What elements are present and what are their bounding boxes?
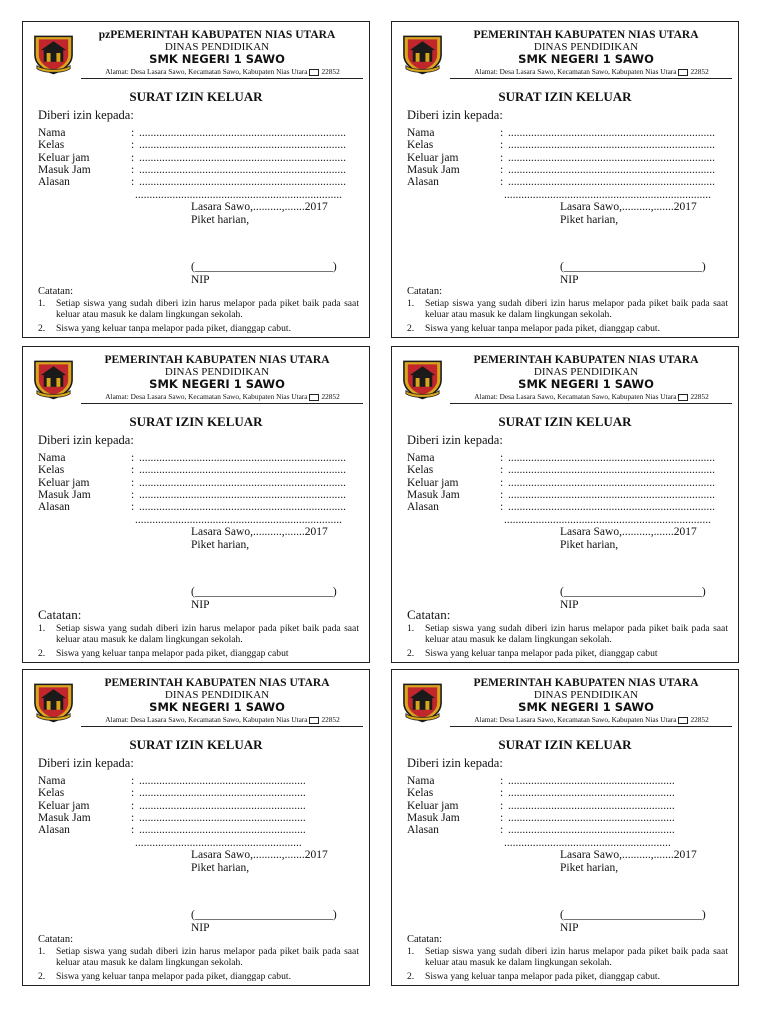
note-text: Setiap siswa yang sudah diberi izin harus melapor pada piket baik pada saat keluar atau masuk ke dalam lingkungan sekolah.: [56, 298, 359, 320]
mail-icon: [309, 69, 319, 76]
field-colon: :: [131, 127, 135, 139]
school-logo-icon: [32, 679, 75, 723]
mail-icon: [678, 717, 688, 724]
field-row: [38, 152, 346, 165]
field-colon: :: [500, 127, 504, 139]
letterhead: [23, 670, 369, 725]
note-number: 1.: [407, 623, 415, 634]
reason-continuation-line: ........................................................................: [504, 188, 711, 201]
place-date: Lasara Sawo,..........,.......2017: [191, 526, 328, 538]
field-label: Nama: [38, 452, 66, 464]
note-text: Siswa yang keluar tanpa melapor pada piket, dianggap cabut.: [56, 971, 291, 982]
letterhead-rule: [450, 726, 732, 727]
field-colon: :: [131, 775, 135, 787]
field-row: [407, 164, 715, 177]
field-colon: :: [131, 464, 135, 477]
place-date: Lasara Sawo,..........,.......2017: [560, 526, 697, 538]
postal-code: 22852: [321, 392, 340, 401]
form-title: SURAT IZIN KELUAR: [498, 414, 632, 429]
letterhead-rule: [81, 726, 363, 727]
field-label: Masuk Jam: [38, 488, 91, 501]
field-dots: ........................................................................: [139, 501, 346, 514]
field-colon: :: [500, 452, 504, 464]
school-logo-icon: [401, 679, 444, 723]
note-text: Siswa yang keluar tanpa melapor pada piket, dianggap cabut: [56, 648, 289, 659]
catatan-label: Catatan:: [38, 934, 73, 945]
nip-label: NIP: [560, 274, 579, 286]
field-dots: ..........................................................: [508, 799, 675, 812]
field-label: Kelas: [407, 464, 434, 477]
field-dots: ..........................................................: [139, 824, 306, 837]
field-colon: :: [131, 476, 135, 489]
catatan-label: Catatan:: [407, 607, 451, 622]
field-label: Keluar jam: [38, 476, 90, 489]
field-dots: ........................................................................: [508, 127, 715, 139]
postal-code: 22852: [690, 392, 709, 401]
field-colon: :: [131, 488, 135, 501]
field-dots: ........................................................................: [139, 488, 346, 501]
field-label: Keluar jam: [407, 799, 459, 812]
note-item: [38, 946, 359, 968]
field-row: [38, 127, 346, 140]
field-label: Masuk Jam: [407, 488, 460, 501]
field-label: Masuk Jam: [407, 163, 460, 176]
reason-continuation-line: ..........................................................: [504, 836, 671, 849]
field-label: Masuk Jam: [407, 811, 460, 824]
signature-line: (________________________): [560, 261, 706, 273]
letterhead: [392, 670, 738, 725]
postal-code: 22852: [690, 67, 709, 76]
piket-label: Piket harian,: [560, 539, 619, 551]
field-label: Alasan: [407, 176, 439, 189]
note-number: 2.: [38, 323, 46, 334]
field-row: [38, 176, 346, 189]
field-dots: ........................................................................: [508, 452, 715, 464]
field-dots: ........................................................................: [139, 151, 346, 164]
permit-card: [391, 669, 739, 986]
postal-code: 22852: [321, 67, 340, 76]
field-row: [407, 176, 715, 189]
field-colon: :: [500, 476, 504, 489]
field-label: Nama: [407, 127, 435, 139]
field-label: Nama: [407, 775, 435, 787]
note-number: 2.: [38, 648, 46, 659]
note-item: [38, 971, 359, 982]
field-label: Keluar jam: [407, 476, 459, 489]
form-intro: Diberi izin kepada:: [407, 756, 503, 770]
piket-label: Piket harian,: [191, 539, 250, 551]
signature-line: (________________________): [191, 586, 337, 598]
field-label: Keluar jam: [38, 151, 90, 164]
field-dots: ..........................................................: [139, 811, 306, 824]
note-number: 2.: [407, 323, 415, 334]
field-row: [38, 501, 346, 514]
permit-card: [22, 21, 370, 338]
field-row: [38, 824, 306, 837]
school-address: [78, 67, 367, 76]
address-text: Alamat: Desa Lasara Sawo, Kecamatan Sawo, Kabupaten Nias Utara: [105, 67, 308, 76]
department-name: DINAS PENDIDIKAN: [164, 366, 270, 378]
field-row: [38, 139, 346, 152]
school-address: [78, 392, 367, 401]
signature-line: (________________________): [560, 586, 706, 598]
field-row: [407, 824, 675, 837]
field-dots: ........................................................................: [508, 163, 715, 176]
field-dots: ........................................................................: [508, 501, 715, 514]
field-label: Kelas: [407, 139, 434, 152]
mail-icon: [678, 69, 688, 76]
note-number: 1.: [38, 946, 46, 957]
note-item: [407, 648, 728, 659]
field-label: Kelas: [407, 787, 434, 800]
note-item: [38, 648, 359, 659]
note-number: 2.: [38, 971, 46, 982]
field-label: Masuk Jam: [38, 811, 91, 824]
field-dots: ........................................................................: [508, 176, 715, 189]
field-label: Alasan: [38, 824, 70, 837]
field-dots: ........................................................................: [139, 476, 346, 489]
school-logo-icon: [32, 31, 75, 75]
field-row: [38, 452, 346, 465]
field-row: [407, 152, 715, 165]
field-label: Alasan: [38, 176, 70, 189]
note-number: 1.: [38, 298, 46, 309]
field-row: [407, 501, 715, 514]
form-title: SURAT IZIN KELUAR: [129, 737, 263, 752]
field-label: Kelas: [38, 787, 65, 800]
reason-continuation-line: ........................................................................: [135, 188, 342, 201]
note-text: Siswa yang keluar tanpa melapor pada piket, dianggap cabut.: [56, 323, 291, 334]
note-item: [407, 623, 728, 645]
field-row: [38, 464, 346, 477]
school-address: [447, 67, 736, 76]
field-row: [407, 489, 715, 502]
form-title: SURAT IZIN KELUAR: [129, 414, 263, 429]
reason-continuation-line: ..........................................................: [135, 836, 302, 849]
government-title: PEMERINTAH KABUPATEN NIAS UTARA: [473, 677, 699, 689]
field-row: [407, 775, 675, 788]
field-colon: :: [131, 139, 135, 152]
place-date: Lasara Sawo,..........,.......2017: [191, 849, 328, 861]
note-item: [407, 971, 728, 982]
field-dots: ........................................................................: [139, 176, 346, 189]
permit-card: [391, 21, 739, 338]
government-title: PEMERINTAH KABUPATEN NIAS UTARA: [104, 354, 330, 366]
note-number: 1.: [407, 298, 415, 309]
field-colon: :: [500, 501, 504, 514]
field-colon: :: [500, 464, 504, 477]
field-colon: :: [131, 163, 135, 176]
field-label: Keluar jam: [407, 151, 459, 164]
piket-label: Piket harian,: [191, 862, 250, 874]
form-title: SURAT IZIN KELUAR: [498, 737, 632, 752]
school-name: SMK NEGERI 1 SAWO: [149, 52, 285, 66]
field-row: [407, 452, 715, 465]
field-dots: ..........................................................: [139, 799, 306, 812]
letterhead: [392, 347, 738, 402]
note-text: Setiap siswa yang sudah diberi izin harus melapor pada piket baik pada saat keluar atau masuk ke dalam lingkungan sekolah.: [425, 946, 728, 968]
field-label: Kelas: [38, 139, 65, 152]
field-dots: ..........................................................: [139, 775, 306, 787]
field-label: Nama: [38, 127, 66, 139]
field-colon: :: [131, 151, 135, 164]
catatan-label: Catatan:: [407, 286, 442, 297]
field-label: Kelas: [38, 464, 65, 477]
note-item: [38, 623, 359, 645]
field-dots: ........................................................................: [508, 151, 715, 164]
field-label: Alasan: [407, 824, 439, 837]
note-text: Siswa yang keluar tanpa melapor pada piket, dianggap cabut.: [425, 971, 660, 982]
field-colon: :: [500, 176, 504, 189]
letterhead-rule: [81, 78, 363, 79]
field-dots: ..........................................................: [508, 824, 675, 837]
form-title: SURAT IZIN KELUAR: [129, 89, 263, 104]
nip-label: NIP: [191, 922, 210, 934]
form-intro: Diberi izin kepada:: [407, 433, 503, 447]
permit-card: [22, 346, 370, 663]
field-dots: ..........................................................: [139, 787, 306, 800]
field-colon: :: [500, 163, 504, 176]
field-row: [407, 787, 675, 800]
field-colon: :: [131, 787, 135, 800]
field-dots: ........................................................................: [139, 139, 346, 152]
place-date: Lasara Sawo,..........,.......2017: [560, 849, 697, 861]
field-label: Alasan: [407, 501, 439, 514]
field-row: [407, 464, 715, 477]
school-logo-icon: [401, 356, 444, 400]
form-intro: Diberi izin kepada:: [407, 108, 503, 122]
mail-icon: [309, 394, 319, 401]
school-name: SMK NEGERI 1 SAWO: [518, 377, 654, 391]
field-dots: ..........................................................: [508, 811, 675, 824]
field-colon: :: [131, 811, 135, 824]
field-row: [38, 164, 346, 177]
field-dots: ..........................................................: [508, 775, 675, 787]
field-dots: ........................................................................: [508, 464, 715, 477]
field-colon: :: [131, 176, 135, 189]
note-item: [407, 298, 728, 320]
field-row: [407, 800, 675, 813]
letterhead-rule: [450, 78, 732, 79]
address-text: Alamat: Desa Lasara Sawo, Kecamatan Sawo, Kabupaten Nias Utara: [105, 715, 308, 724]
field-row: [407, 127, 715, 140]
note-number: 1.: [407, 946, 415, 957]
school-name: SMK NEGERI 1 SAWO: [149, 700, 285, 714]
field-row: [38, 800, 306, 813]
field-colon: :: [500, 824, 504, 837]
field-colon: :: [500, 139, 504, 152]
place-date: Lasara Sawo,..........,.......2017: [191, 201, 328, 213]
field-dots: ........................................................................: [139, 464, 346, 477]
permit-card: [22, 669, 370, 986]
note-number: 1.: [38, 623, 46, 634]
place-date: Lasara Sawo,..........,.......2017: [560, 201, 697, 213]
form-title: SURAT IZIN KELUAR: [498, 89, 632, 104]
note-item: [38, 298, 359, 320]
field-dots: ..........................................................: [508, 787, 675, 800]
field-label: Alasan: [38, 501, 70, 514]
school-address: [78, 715, 367, 724]
address-text: Alamat: Desa Lasara Sawo, Kecamatan Sawo, Kabupaten Nias Utara: [474, 392, 677, 401]
field-colon: :: [500, 787, 504, 800]
school-logo-icon: [401, 31, 444, 75]
field-row: [38, 812, 306, 825]
field-row: [407, 812, 675, 825]
government-title: PEMERINTAH KABUPATEN NIAS UTARA: [473, 29, 699, 41]
field-dots: ........................................................................: [139, 452, 346, 464]
address-text: Alamat: Desa Lasara Sawo, Kecamatan Sawo, Kabupaten Nias Utara: [105, 392, 308, 401]
catatan-label: Catatan:: [38, 286, 73, 297]
field-dots: ........................................................................: [139, 163, 346, 176]
note-item: [407, 323, 728, 334]
catatan-label: Catatan:: [407, 934, 442, 945]
letterhead: [392, 22, 738, 77]
field-colon: :: [500, 775, 504, 787]
address-text: Alamat: Desa Lasara Sawo, Kecamatan Sawo, Kabupaten Nias Utara: [474, 67, 677, 76]
department-name: DINAS PENDIDIKAN: [164, 689, 270, 701]
department-name: DINAS PENDIDIKAN: [533, 366, 639, 378]
field-dots: ........................................................................: [508, 488, 715, 501]
field-colon: :: [131, 824, 135, 837]
field-colon: :: [131, 799, 135, 812]
nip-label: NIP: [191, 599, 210, 611]
department-name: DINAS PENDIDIKAN: [533, 41, 639, 53]
note-text: Siswa yang keluar tanpa melapor pada piket, dianggap cabut.: [425, 323, 660, 334]
nip-label: NIP: [560, 599, 579, 611]
catatan-label: Catatan:: [38, 607, 82, 622]
department-name: DINAS PENDIDIKAN: [164, 41, 270, 53]
reason-continuation-line: ........................................................................: [504, 513, 711, 526]
reason-continuation-line: ........................................................................: [135, 513, 342, 526]
note-text: Setiap siswa yang sudah diberi izin harus melapor pada piket baik pada saat keluar atau masuk ke dalam lingkungan sekolah.: [56, 946, 359, 968]
postal-code: 22852: [321, 715, 340, 724]
note-text: Setiap siswa yang sudah diberi izin harus melapor pada piket baik pada saat keluar atau masuk ke dalam lingkungan sekolah.: [425, 623, 728, 645]
field-dots: ........................................................................: [139, 127, 346, 139]
field-label: Nama: [38, 775, 66, 787]
letterhead-rule: [450, 403, 732, 404]
form-intro: Diberi izin kepada:: [38, 756, 134, 770]
government-title: pzPEMERINTAH KABUPATEN NIAS UTARA: [98, 29, 336, 41]
note-item: [407, 946, 728, 968]
school-name: SMK NEGERI 1 SAWO: [518, 52, 654, 66]
mail-icon: [309, 717, 319, 724]
piket-label: Piket harian,: [560, 862, 619, 874]
field-label: Keluar jam: [38, 799, 90, 812]
field-dots: ........................................................................: [508, 139, 715, 152]
field-colon: :: [131, 452, 135, 464]
field-label: Masuk Jam: [38, 163, 91, 176]
field-row: [407, 477, 715, 490]
field-row: [38, 477, 346, 490]
postal-code: 22852: [690, 715, 709, 724]
field-colon: :: [500, 488, 504, 501]
school-address: [447, 715, 736, 724]
piket-label: Piket harian,: [191, 214, 250, 226]
field-row: [38, 489, 346, 502]
letterhead: [23, 347, 369, 402]
government-title: PEMERINTAH KABUPATEN NIAS UTARA: [473, 354, 699, 366]
letterhead: [23, 22, 369, 77]
address-text: Alamat: Desa Lasara Sawo, Kecamatan Sawo, Kabupaten Nias Utara: [474, 715, 677, 724]
field-row: [407, 139, 715, 152]
piket-label: Piket harian,: [560, 214, 619, 226]
nip-label: NIP: [191, 274, 210, 286]
school-name: SMK NEGERI 1 SAWO: [518, 700, 654, 714]
field-colon: :: [500, 151, 504, 164]
school-logo-icon: [32, 356, 75, 400]
nip-label: NIP: [560, 922, 579, 934]
school-name: SMK NEGERI 1 SAWO: [149, 377, 285, 391]
department-name: DINAS PENDIDIKAN: [533, 689, 639, 701]
field-label: Nama: [407, 452, 435, 464]
field-colon: :: [131, 501, 135, 514]
signature-line: (________________________): [560, 909, 706, 921]
note-item: [38, 323, 359, 334]
form-intro: Diberi izin kepada:: [38, 108, 134, 122]
signature-line: (________________________): [191, 261, 337, 273]
school-address: [447, 392, 736, 401]
note-text: Setiap siswa yang sudah diberi izin harus melapor pada piket baik pada saat keluar atau masuk ke dalam lingkungan sekolah.: [425, 298, 728, 320]
note-text: Siswa yang keluar tanpa melapor pada piket, dianggap cabut: [425, 648, 658, 659]
field-row: [38, 775, 306, 788]
field-colon: :: [500, 811, 504, 824]
note-number: 2.: [407, 971, 415, 982]
form-intro: Diberi izin kepada:: [38, 433, 134, 447]
mail-icon: [678, 394, 688, 401]
government-title: PEMERINTAH KABUPATEN NIAS UTARA: [104, 677, 330, 689]
note-text: Setiap siswa yang sudah diberi izin harus melapor pada piket baik pada saat keluar atau masuk ke dalam lingkungan sekolah.: [56, 623, 359, 645]
field-row: [38, 787, 306, 800]
letterhead-rule: [81, 403, 363, 404]
note-number: 2.: [407, 648, 415, 659]
field-colon: :: [500, 799, 504, 812]
permit-card: [391, 346, 739, 663]
field-dots: ........................................................................: [508, 476, 715, 489]
signature-line: (________________________): [191, 909, 337, 921]
